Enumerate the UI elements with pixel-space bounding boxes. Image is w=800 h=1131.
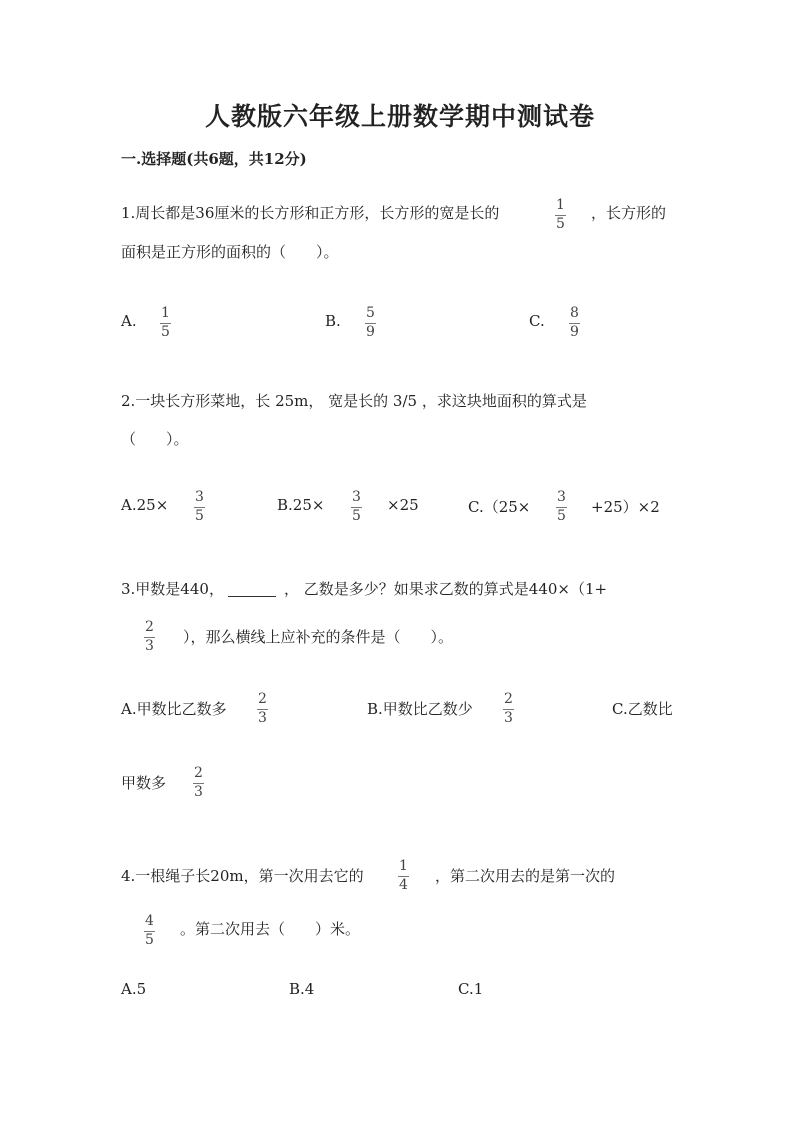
q4-option-a: A.5 <box>121 980 147 998</box>
q2-text-line2: （ ）。 <box>121 430 189 448</box>
q1-fraction: $\frac{1}{5}$ <box>556 197 565 232</box>
q1-text-line1-a: 1.周长都是36厘米的长方形和正方形，长方形的宽是长的 <box>121 204 500 222</box>
q3-option-c-fraction: $\frac{2}{3}$ <box>194 765 203 800</box>
q3-text-line1-a: 3.甲数是440， <box>121 580 224 598</box>
q2-option-b-tail: ×25 <box>387 496 419 514</box>
q4-option-c: C.1 <box>458 980 484 998</box>
q2-option-a-fraction: $\frac{3}{5}$ <box>195 489 204 524</box>
q1-option-b-fraction: $\frac{5}{9}$ <box>366 305 375 340</box>
q1-option-b-label: B. <box>325 312 341 330</box>
q4-fraction-2: $\frac{4}{5}$ <box>145 913 154 948</box>
q4-fraction-1: $\frac{1}{4}$ <box>399 858 408 893</box>
q3-text-line2: ），那么横线上应补充的条件是（ ）。 <box>183 628 454 646</box>
q3-option-a-fraction: $\frac{2}{3}$ <box>258 691 267 726</box>
q4-option-b: B.4 <box>289 980 315 998</box>
q3-blank-line <box>228 578 276 597</box>
q2-option-a-text: A.25× <box>121 496 169 514</box>
q1-text-line1-b: ，长方形的 <box>591 204 667 222</box>
q2-option-c-tail: +25）×2 <box>591 498 660 516</box>
q3-option-c-text-cont: 甲数多 <box>121 774 167 792</box>
q2-option-b-fraction: $\frac{3}{5}$ <box>352 489 361 524</box>
q2-option-c-text: C.（25× <box>468 498 531 516</box>
q2-option-b-text: B.25× <box>277 496 325 514</box>
q1-option-c-fraction: $\frac{8}{9}$ <box>570 305 579 340</box>
section-heading: 一.选择题(共6题，共12分) <box>121 150 307 168</box>
q3-option-a-text: A.甲数比乙数多 <box>121 700 227 718</box>
q3-option-b-fraction: $\frac{2}{3}$ <box>504 691 513 726</box>
q2-text-line1: 2.一块长方形菜地，长 25m， 宽是长的 3/5 ，求这块地面积的算式是 <box>121 392 587 410</box>
q4-text-line1-a: 4.一根绳子长20m，第一次用去它的 <box>121 867 364 885</box>
q1-option-a-label: A. <box>121 312 137 330</box>
q4-text-line1-b: ，第二次用去的是第一次的 <box>435 867 616 885</box>
q1-option-c-label: C. <box>529 312 545 330</box>
q3-option-b-text: B.甲数比乙数少 <box>367 700 473 718</box>
q3-option-c-text: C.乙数比 <box>612 700 673 718</box>
q2-option-c-fraction: $\frac{3}{5}$ <box>557 489 566 524</box>
q4-text-line2: 。第二次用去（ ）米。 <box>180 920 361 938</box>
q3-text-line1-b: ， 乙数是多少？如果求乙数的算式是440×（1+ <box>284 580 608 598</box>
q1-text-line2: 面积是正方形的面积的（ ）。 <box>121 243 339 261</box>
q1-option-a-fraction: $\frac{1}{5}$ <box>161 305 170 340</box>
q3-fraction: $\frac{2}{3}$ <box>145 619 154 654</box>
page-title: 人教版六年级上册数学期中测试卷 <box>204 102 595 131</box>
